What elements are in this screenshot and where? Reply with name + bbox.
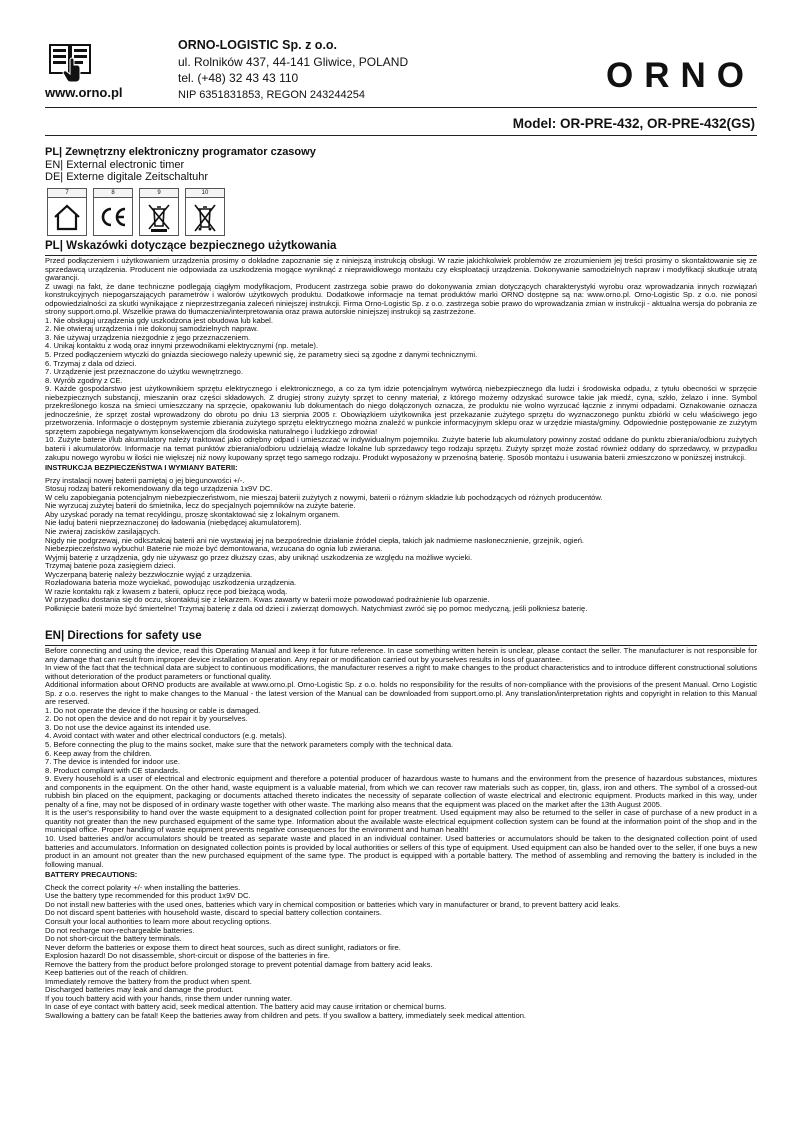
list-item: 7. The device is intended for indoor use.	[45, 757, 180, 767]
list-item: 8. Wyrób zgodny z CE.	[45, 375, 123, 385]
list-item: 6. Trzymaj z dala od dzieci.	[45, 358, 137, 368]
list-item: Nie wyrzucaj zużytej baterii do śmietnika, lecz do specjalnych pojemników na zużyte baterie.	[45, 501, 356, 511]
product-title-pl: PL| Zewnętrzny elektroniczny programator czasowy	[45, 146, 316, 158]
list-item: 4. Unikaj kontaktu z wodą oraz innymi przewodnikami elektrycznymi (np. metale).	[45, 341, 319, 351]
list-item: 7. Urządzenie jest przeznaczone do użytku wewnętrznego.	[45, 367, 243, 377]
list-item: It is the user's responsibility to hand over the waste equipment to a designated collection point for proper treatment. Used equipment may also be returned to the seller in case of purchase of a new product in a quantity not greater than the new purchased equipment of the same type. Information about the available waste electrical equipment collection system can be found at the information point of the shop and in the municipal office. Proper handling of waste equipment prevents negative consequences for the environment and human health!	[45, 808, 757, 835]
symbol-number: 8	[94, 189, 132, 198]
list-item: Nie ładuj baterii nieprzeznaczonej do ładowania (niebędącej akumulatorem).	[45, 518, 302, 528]
list-item: 9. Every household is a user of electrical and electronic equipment and therefore a potential producer of hazardous waste to humans and the environment from the presence of hazardous substances, mixtures and components in the equipment. On the other hand, waste equipment is a valuable material, from which we can recover raw materials such as copper, tin, glass, iron and others. The symbol of a crossed-out rubbish bin placed on the equipment, packaging or documents attached thereto indicates the necessity of separate collection of waste electrical and electronic equipment. Products marked in this way, under penalty of a fine, may not be disposed of in ordinary waste together with other waste. The marking also means that the equipment was placed on the market after the 13th August 2005.	[45, 774, 757, 809]
list-item: Swallowing a battery can be fatal! Keep the batteries away from children and pets. If you swallow a battery, immediately seek medical attention.	[45, 1010, 527, 1020]
paragraph: Before connecting and using the device, read this Operating Manual and keep it for future reference. In case something written herein is unclear, please contact the seller. The manufacturer is not responsible for any damage that can result from improper device installation or operation. Any repair or modification carried out by yourselves results in loss of guarantee.	[45, 646, 757, 664]
symbol-number: 10	[186, 189, 224, 198]
list-item: 2. Do not open the device and do not repair it by yourselves.	[45, 714, 248, 724]
product-titles	[45, 146, 316, 184]
list-item: Use the battery type recommended for this product 1x9V DC.	[45, 891, 251, 901]
list-item: 1. Do not operate the device if the housing or cable is damaged.	[45, 705, 261, 715]
company-phone: tel. (+48) 32 43 43 110	[178, 71, 299, 85]
list-item: Nie zwieraj zacisków zasilających.	[45, 526, 161, 536]
list-item: Never deform the batteries or expose them to direct heat sources, such as direct sunlight, radiators or fire.	[45, 942, 401, 952]
document-header	[0, 0, 802, 115]
divider	[45, 107, 757, 108]
model-title: Model: OR-PRE-432, OR-PRE-432(GS)	[512, 116, 755, 131]
website-url[interactable]: www.orno.pl	[45, 85, 123, 100]
paragraph: Przed podłączeniem i użytkowaniem urządzenia prosimy o dokładne zapoznanie się z niniejszą instrukcją obsługi. W razie jakichkolwiek problemów ze zrozumieniem jej treści prosimy o skontaktowanie się ze sprzedawcą urządzenia. Producent nie odpowiada za uszkodzenia mogące wyniknąć z nieprawidłowego montażu czy eksploatacji urządzenia. Dokonywanie samodzielnych napraw i modyfikacji skutkuje utratą gwarancji.	[45, 256, 757, 283]
symbol-number: 9	[140, 189, 178, 198]
section-body-en	[45, 647, 757, 1021]
symbol-box	[93, 188, 133, 236]
list-item: W celu zapobiegania potencjalnym niebezpieczeństwom, nie mieszaj baterii zużytych z nowymi, baterii o różnym składzie lub pochodzących od różnych producentów.	[45, 492, 603, 502]
paragraph: Z uwagi na fakt, że dane techniczne podlegają ciągłym modyfikacjom, Producent zastrzega sobie prawo do dokonywania zmian dotyczących charakterystyki wyrobu oraz wprowadzania innych rozwiązań konstrukcyjnych niepogarszających parametrów i walorów użytkowych produktu. Dodatkowe informacje na temat produktów marki ORNO dostępne są na: www.orno.pl. Orno-Logistic Sp. z o.o. nie ponosi odpowiedzialności za skutki wynikające z nieprzestrzegania zaleceń niniejszej instrukcji. Firma Orno-Logistic Sp. z o.o. zastrzega sobie prawo do wprowadzania zmian w instrukcji - aktualna wersja do pobrania ze strony support.orno.pl. Wszelkie prawa do tłumaczenia/interpretowania oraz prawa autorskie niniejszej instrukcji są zastrzeżone.	[45, 281, 757, 317]
list-item: 3. Do not use the device against its intended use.	[45, 722, 211, 732]
list-item: 10. Zużyte baterie i/lub akumulatory należy traktować jako odrębny odpad i umieszczać w indywidualnym pojemniku. Zużyte baterie lub akumulatory powinny zostać oddane do punktu zbierania/odbioru zużytych baterii i akumulatorów. Informacje na temat punktów zbierania/odbioru udzielają władze lokalne lub sprzedawcy tego rodzaju sprzętu. Zużyty sprzęt może zostać również oddany do sprzedawcy, w przypadku zakupu nowego wyrobu w ilości nie większej niż nowy kupowany sprzęt tego samego rodzaju. Produkt wyposażony w przenośną baterię. Sposób montażu i usuwania baterii zmieszczono w poniższej instrukcji.	[45, 435, 757, 462]
list-item: Wyczerpaną baterię należy bezzwłocznie wyjąć z urządzenia.	[45, 569, 253, 579]
list-item: Do not recharge non-rechargeable batteries.	[45, 925, 195, 935]
list-item: Aby uzyskać porady na temat recyklingu, proszę skontaktować się z lokalnym organem.	[45, 509, 341, 519]
symbol-number: 7	[48, 189, 86, 198]
list-item: If you touch battery acid with your hands, rinse them under running water.	[45, 993, 292, 1003]
list-item: 4. Avoid contact with water and other electrical conductors (e.g. metals).	[45, 731, 287, 741]
list-item: Rozładowana bateria może wyciekać, powodując uszkodzenia urządzenia.	[45, 578, 297, 588]
paragraph: In view of the fact that the technical data are subject to continuous modifications, the manufacturer reserves a right to make changes to the product characteristics and to introduce different constructional solutions without deterioration of the product parameters or functional quality.	[45, 663, 757, 681]
section-heading-pl: PL| Wskazówki dotyczące bezpiecznego użytkowania	[45, 240, 337, 252]
product-title-de: DE| Externe digitale Zeitschaltuhr	[45, 171, 209, 183]
list-item: Check the correct polarity +/- when installing the batteries.	[45, 882, 241, 892]
divider	[45, 135, 757, 136]
list-item: 2. Nie otwieraj urządzenia i nie dokonuj samodzielnych napraw.	[45, 324, 259, 334]
ce-mark-icon	[97, 201, 129, 233]
symbol-row	[47, 188, 231, 236]
list-item: Do not discard spent batteries with household waste, discard to special battery collection containers.	[45, 908, 382, 918]
list-item: Nigdy nie podgrzewaj, nie odkształcaj baterii ani nie wystawiaj jej na bezpośrednie działanie źródeł ciepła, takich jak nadmierne nasłonecznienie, grzejnik, ogień.	[45, 535, 585, 545]
crossed-bin-battery-icon	[189, 201, 221, 233]
list-item: W przypadku dostania się do oczu, skontaktuj się z lekarzem. Kwas zawarty w baterii może powodować podrażnienie lub oparzenie.	[45, 595, 490, 605]
indoor-use-house-icon	[51, 201, 83, 233]
list-item: In case of eye contact with battery acid, seek medical attention. The battery acid may cause irritation or chemical burns.	[45, 1002, 447, 1012]
list-item: 6. Keep away from the children.	[45, 748, 152, 758]
section-heading-en: EN| Directions for safety use	[45, 630, 202, 642]
list-item: 8. Product compliant with CE standards.	[45, 765, 181, 775]
brand-logo: ORNO	[606, 56, 755, 95]
list-item: Keep batteries out of the reach of children.	[45, 968, 189, 978]
manual-book-icon	[48, 42, 92, 86]
symbol-box	[139, 188, 179, 236]
list-item: Do not install new batteries with the used ones, batteries which vary in chemical composition or batteries which vary in manufacturer or brand, to prevent battery acid leaks.	[45, 899, 621, 909]
list-item: Consult your local authorities to learn more about recycling options.	[45, 916, 272, 926]
company-info	[178, 37, 408, 103]
list-item: 9. Każde gospodarstwo jest użytkownikiem sprzętu elektrycznego i elektronicznego, a co za tym idzie potencjalnym wytwórcą niebezpiecznego dla ludzi i środowiska odpadu, z tytułu obecności w sprzęcie niebezpiecznych substancji, mieszanin oraz części składowych. Z drugiej strony zużyty sprzęt to cenny materiał, z którego możemy odzyskać surowce takie jak miedź, cyna, szkło, żelazo i inne. Symbol przekreślonego kosza na śmieci umieszczany na sprzęcie, opakowaniu lub dokumentach do niego dołączonych oznacza, że produktu nie wolno wyrzucać łącznie z innymi odpadami. Oznakowanie oznacza jednocześnie, że sprzęt został wprowadzony do obrotu po dniu 13 sierpnia 2005 r. Obowiązkiem użytkownika jest przekazanie zużytego sprzętu do wyznaczonego punktu zbiórki w celu właściwego jego przetworzenia. Informacje o dostępnym systemie zbierania zużytego sprzętu elektrycznego można znaleźć w punkcie informacyjnym sklepu oraz w urzędzie miasta/gminy. Odpowiednie postępowanie ze zużytym sprzętem zapobiega negatywnym konsekwencjom dla środowiska naturalnego i ludzkiego zdrowia!	[45, 384, 757, 436]
list-item: 3. Nie używaj urządzenia niezgodnie z jego przeznaczeniem.	[45, 332, 251, 342]
company-registry: NIP 6351831853, REGON 243244254	[178, 88, 365, 101]
list-item: Do not short-circuit the battery terminals.	[45, 934, 182, 944]
list-item: 10. Used batteries and/or accumulators should be treated as separate waste and placed in an individual container. Used batteries or accumulators should be taken to the designated collection point of used batteries and accumulators. Information on designated collection points is provided by local authorities or sellers of this type of equipment. Used equipment can also be handed over to the seller, if one buys a new product in an amount not greater than the new purchased equipment of the same type. The product is equipped with a portable battery. The method of assembling and removing the battery is included in the following manual.	[45, 834, 757, 869]
list-item: Trzymaj baterie poza zasięgiem dzieci.	[45, 561, 176, 571]
list-item: 1. Nie obsługuj urządzenia gdy uszkodzona jest obudowa lub kabel.	[45, 315, 273, 325]
symbol-box	[185, 188, 225, 236]
crossed-bin-weee-icon	[143, 201, 175, 233]
list-item: Niebezpieczeństwo wybuchu! Baterie nie może być demontowana, wrzucana do ognia lub zwierana.	[45, 544, 383, 554]
list-item: Przy instalacji nowej baterii pamiętaj o jej biegunowości +/-.	[45, 475, 245, 485]
paragraph: Additional information about ORNO products are available at www.orno.pl. Orno-Logistic Sp. z o.o. holds no responsibility for the results of non-compliance with the provisions of the present Manual. Orno Logistic Sp. z o.o. reserves the right to make changes to the Manual - the latest version of the Manual can be downloaded from support.orno.pl. Any translation/interpretation rights and copyright in relation to this Manual are reserved.	[45, 680, 757, 707]
list-item: Wyjmij baterię z urządzenia, gdy nie używasz go przez dłuższy czas, aby uniknąć uszkodzenia ze względu na możliwe wycieki.	[45, 552, 473, 562]
battery-title-pl: INSTRUKCJA BEZPIECZEŃSTWA I WYMIANY BATERII:	[45, 463, 238, 473]
list-item: Explosion hazard! Do not disassemble, short-circuit or dispose of the batteries in fire.	[45, 951, 330, 961]
list-item: Połknięcie baterii może być śmiertelne! Trzymaj baterię z dala od dzieci i zwierząt domowych. Natychmiast zwróć się po pomoc medyczną, jeśli połkniesz baterię.	[45, 603, 588, 613]
list-item: 5. Before connecting the plug to the mains socket, make sure that the network parameters comply with the technical data.	[45, 740, 454, 750]
list-item: Discharged batteries may leak and damage the product.	[45, 985, 234, 995]
symbol-box	[47, 188, 87, 236]
product-title-en: EN| External electronic timer	[45, 158, 185, 171]
list-item: W razie kontaktu rąk z kwasem z baterii, opłucz ręce pod bieżącą wodą.	[45, 586, 288, 596]
list-item: Immediately remove the battery from the product when spent.	[45, 976, 252, 986]
company-name: ORNO-LOGISTIC Sp. z o.o.	[178, 38, 338, 52]
company-address: ul. Rolników 437, 44-141 Gliwice, POLAND	[178, 54, 409, 69]
battery-title-en: BATTERY PRECAUTIONS:	[45, 870, 138, 880]
list-item: 5. Przed podłączeniem wtyczki do gniazda sieciowego należy upewnić się, że parametry sieci są zgodne z danymi technicznymi.	[45, 350, 478, 360]
section-body-pl	[45, 257, 757, 613]
list-item: Remove the battery from the product before prolonged storage to prevent potential damage from battery acid leaks.	[45, 959, 433, 969]
list-item: Stosuj rodzaj baterii rekomendowany dla tego urządzenia 1x9V DC.	[45, 484, 273, 494]
